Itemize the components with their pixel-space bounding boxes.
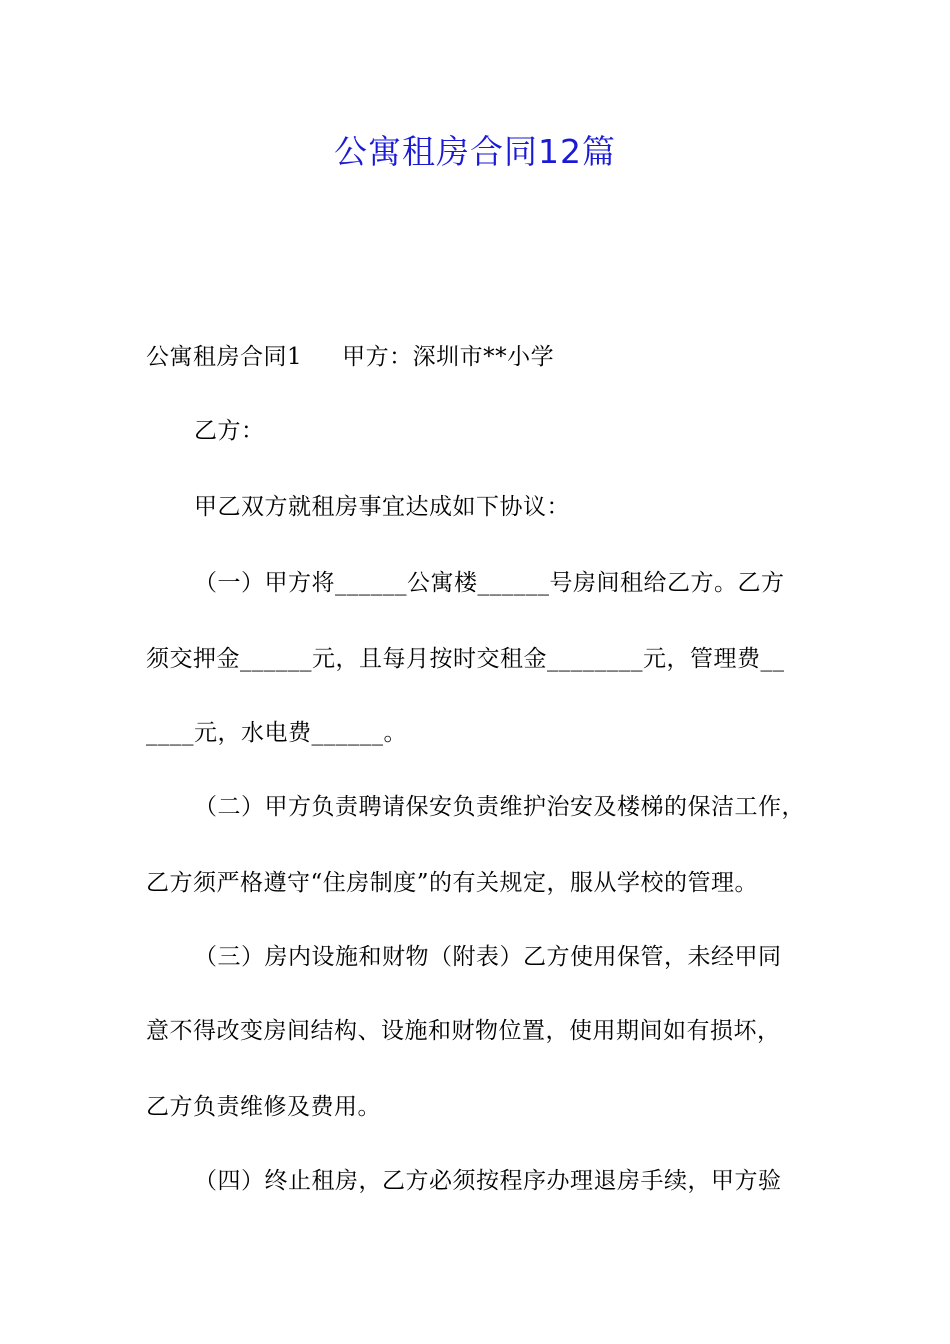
clause-3-line-1: （三）房内设施和财物（附表）乙方使用保管，未经甲同 (194, 944, 782, 970)
clause-3-line-2: 意不得改变房间结构、设施和财物位置，使用期间如有损坏， (146, 1018, 781, 1044)
clause-1-line-1: （一）甲方将______公寓楼______号房间租给乙方。乙方 (194, 570, 785, 596)
party-a: 甲方：深圳市**小学 (342, 344, 555, 370)
document-title: 公寓租房合同12篇 (334, 132, 616, 171)
agreement-intro: 甲乙双方就租房事宜达成如下协议： (194, 494, 570, 520)
clause-1-line-3: ____元，水电费______。 (146, 720, 407, 746)
contract-number: 公寓租房合同1 (146, 344, 303, 370)
contract-heading-line (146, 340, 836, 374)
clause-2-line-1: （二）甲方负责聘请保安负责维护治安及楼梯的保洁工作， (194, 794, 805, 820)
clause-4-line-1: （四）终止租房，乙方必须按程序办理退房手续，甲方验 (194, 1168, 782, 1194)
clause-1-line-2: 须交押金______元，且每月按时交租金________元，管理费__ (146, 646, 785, 672)
party-b: 乙方： (194, 418, 265, 444)
clause-2-line-2: 乙方须严格遵守“住房制度”的有关规定，服从学校的管理。 (146, 870, 759, 896)
clause-3-line-3: 乙方负责维修及费用。 (146, 1094, 381, 1120)
